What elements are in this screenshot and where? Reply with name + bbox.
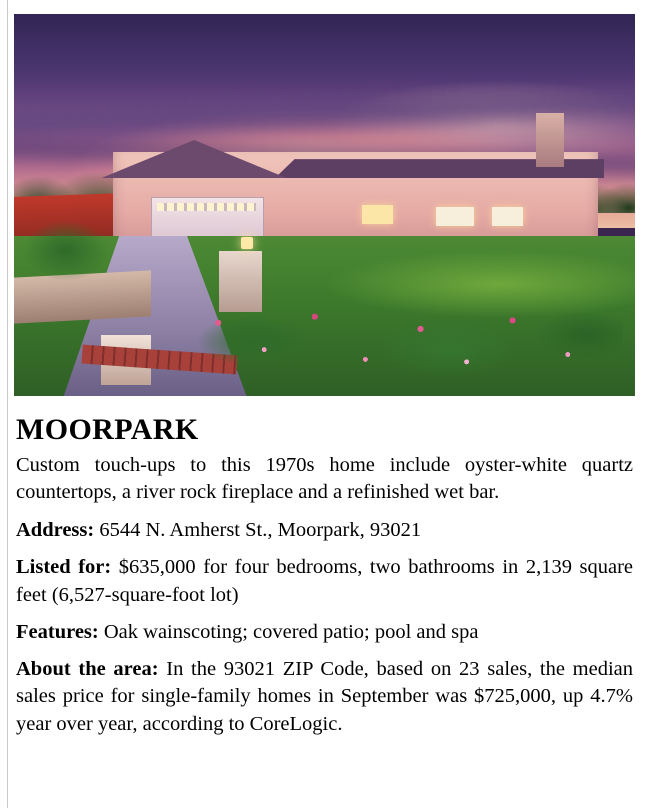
- field-label-about-the-area: About the area:: [16, 658, 159, 680]
- photo-chimney: [536, 113, 564, 166]
- photo-landscape-light: [241, 237, 253, 248]
- column-rule: [7, 0, 8, 808]
- field-label-listed-for: Listed for:: [16, 556, 112, 579]
- photo-window-right: [492, 207, 523, 226]
- photo-left-shrub: [26, 205, 125, 281]
- article-field-features: [16, 619, 633, 646]
- field-value-address: 6544 N. Amherst St., Moorpark, 93021: [99, 519, 422, 541]
- photo-garage-door-windows: [157, 203, 256, 211]
- article-content: [14, 14, 635, 738]
- field-value-features: Oak wainscoting; covered patio; pool and spa: [103, 620, 479, 643]
- page-title: MOORPARK: [16, 413, 199, 446]
- property-photo: [14, 14, 635, 396]
- article-field-about-the-area: [16, 656, 633, 738]
- field-value-about-the-area: In the 93021 ZIP Code, based on 23 sales, the median sales price for single-family homes in September was $725,000, up 4.7% year over year, according to CoreLogic.: [16, 658, 634, 735]
- article-lede: Custom touch-ups to this 1970s home include oyster-white quartz countertops, a river rock fireplace and a refinished wet bar.: [16, 453, 633, 503]
- field-label-address: Address:: [16, 519, 95, 541]
- article-field-address: [16, 517, 633, 544]
- photo-window-center: [436, 207, 473, 226]
- field-label-features: Features:: [16, 620, 99, 643]
- field-value-listed-for: $635,000 for four bedrooms, two bathrooms in 2,139 square feet (6,527-square-foot lot): [16, 556, 633, 606]
- photo-window-left: [362, 205, 393, 224]
- photo-flower-bed: [163, 274, 623, 396]
- article-field-listed-for: [16, 554, 633, 609]
